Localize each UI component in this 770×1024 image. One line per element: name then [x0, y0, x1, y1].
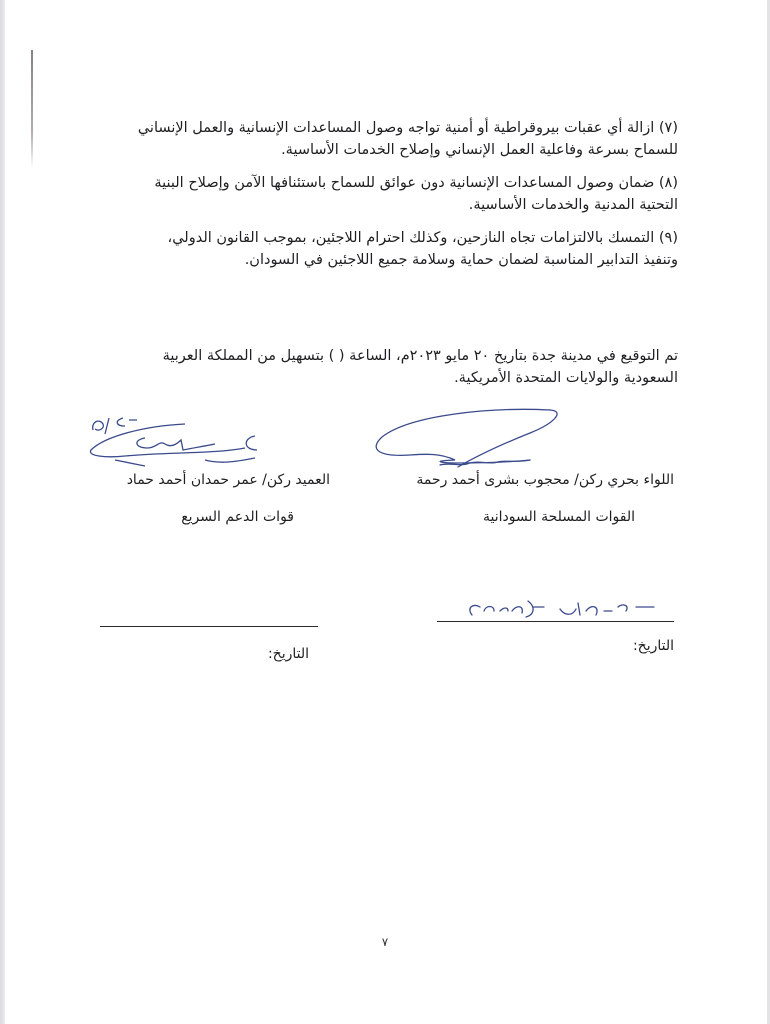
- clause-7-line-1: (٧) ازالة أي عقبات بيروقراطية أو أمنية تواجه وصول المساعدات الإنسانية والعمل الإنساني: [137, 120, 678, 136]
- signing-statement: [88, 345, 678, 389]
- signing-statement-line-2: السعودية والولايات المتحدة الأمريكية.: [454, 370, 678, 386]
- date-line-left: [100, 626, 318, 627]
- clause-8: [88, 172, 678, 216]
- margin-mark: [31, 50, 33, 168]
- clause-9: [88, 227, 678, 271]
- signatory-right-name: اللواء بحري ركن/ محجوب بشرى أحمد رحمة: [416, 472, 674, 488]
- date-label-left: التاريخ:: [267, 646, 309, 662]
- handwritten-date: [460, 593, 670, 623]
- signatory-left-organization: قوات الدعم السريع: [181, 509, 294, 525]
- signatory-left-name: العميد ركن/ عمر حمدان أحمد حماد: [126, 472, 330, 488]
- signing-statement-line-1: تم التوقيع في مدينة جدة بتاريخ ٢٠ مايو ٢٠٢٣م، الساعة ( ) بتسهيل من المملكة العربية: [162, 348, 678, 364]
- date-label-right: التاريخ:: [632, 638, 674, 654]
- clause-9-line-2: وتنفيذ التدابير المناسبة لضمان حماية وسلامة جميع اللاجئين في السودان.: [244, 252, 678, 268]
- signature-left: [85, 410, 265, 470]
- clause-7-line-2: للسماح بسرعة وفاعلية العمل الإنساني وإصلاح الخدمات الأساسية.: [281, 142, 678, 158]
- page-number: ٧: [381, 935, 389, 949]
- signature-right: [370, 405, 590, 475]
- signatory-right-organization: القوات المسلحة السودانية: [483, 509, 635, 525]
- clause-8-line-1: (٨) ضمان وصول المساعدات الإنسانية دون عوائق للسماح باستئنافها الآمن وإصلاح البنية: [154, 175, 678, 191]
- clause-8-line-2: التحتية المدنية والخدمات الأساسية.: [468, 197, 678, 213]
- page-edge-left: [0, 0, 5, 1024]
- date-line-right: [437, 621, 674, 622]
- clause-7: [88, 117, 678, 161]
- clause-9-line-1: (٩) التمسك بالالتزامات تجاه النازحين، وكذلك احترام اللاجئين، بموجب القانون الدولي،: [167, 230, 678, 246]
